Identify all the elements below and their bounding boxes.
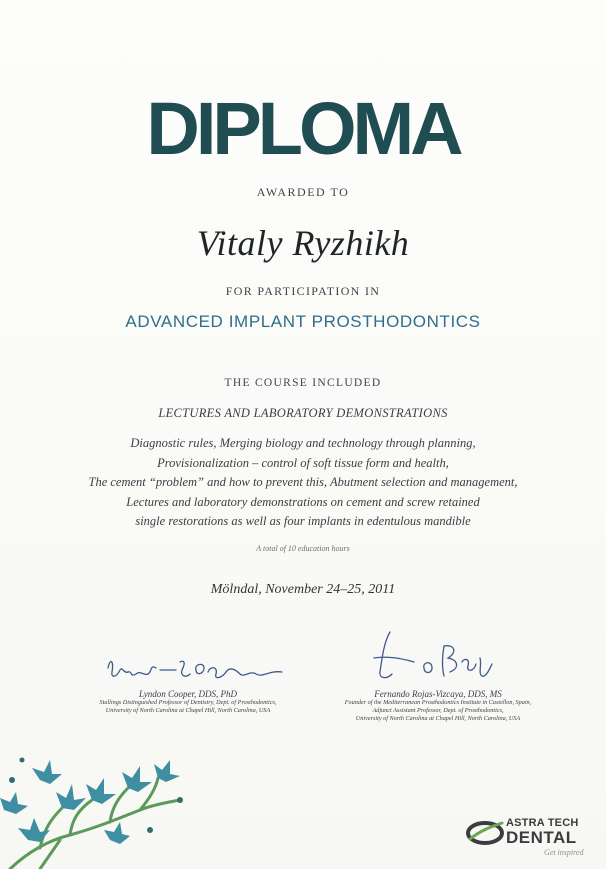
signature-left-icon (100, 648, 290, 690)
plant-illustration-icon (0, 740, 200, 869)
signatory-title: Adjunct Assistant Professor, Dept. of Prosthodontics, (372, 707, 504, 714)
sessions-heading: LECTURES AND LABORATORY DEMONSTRATIONS (158, 406, 448, 420)
place-date: Mölndal, November 24–25, 2011 (210, 582, 396, 597)
signature-right-icon (370, 628, 500, 688)
signatory-title: University of North Carolina at Chapel Hill, North Carolina, USA (105, 707, 271, 714)
swoosh-icon (466, 817, 504, 847)
topic-line: The cement “problem” and how to prevent this, Abutment selection and management, (88, 475, 518, 489)
logo-line2: DENTAL (506, 828, 577, 847)
recipient-name: Vitaly Ryzhikh (196, 223, 410, 263)
logo-tagline: Get inspired (544, 848, 584, 857)
signature-right (318, 689, 558, 723)
education-hours: A total of 10 education hours (256, 544, 350, 553)
topic-line: Lectures and laboratory demonstrations on cement and screw retained (126, 494, 480, 509)
signature-left (78, 689, 298, 715)
signatory-title: University of North Carolina at Chapel Hill, North Carolina, USA (355, 715, 521, 722)
participation-label: FOR PARTICIPATION IN (225, 284, 381, 298)
course-title: ADVANCED IMPLANT PROSTHODONTICS (125, 312, 481, 331)
course-topics (0, 434, 606, 532)
topic-line: Diagnostic rules, Merging biology and technology through planning, (130, 436, 476, 450)
signatory-name: Lyndon Cooper, DDS, PhD (139, 689, 237, 699)
signatory-title: Founder of the Mediterranean Prosthodontics Institute in Castellon, Spain, (344, 699, 532, 706)
diploma-title: DIPLOMA (146, 87, 460, 170)
astratech-logo (466, 815, 586, 861)
course-included-label: THE COURSE INCLUDED (224, 377, 382, 389)
signatory-title: Stallings Distinguished Professor of Dentistry, Dept. of Prosthodontics, (99, 699, 277, 706)
logo-line1: ASTRA TECH (506, 817, 579, 829)
topic-line: Provisionalization – control of soft tissue form and health, (157, 455, 449, 470)
signatory-name: Fernando Rojas-Vizcaya, DDS, MS (374, 689, 502, 699)
topic-line: single restorations as well as four implants in edentulous mandible (135, 514, 471, 528)
awarded-to-label: AWARDED TO (256, 185, 350, 199)
